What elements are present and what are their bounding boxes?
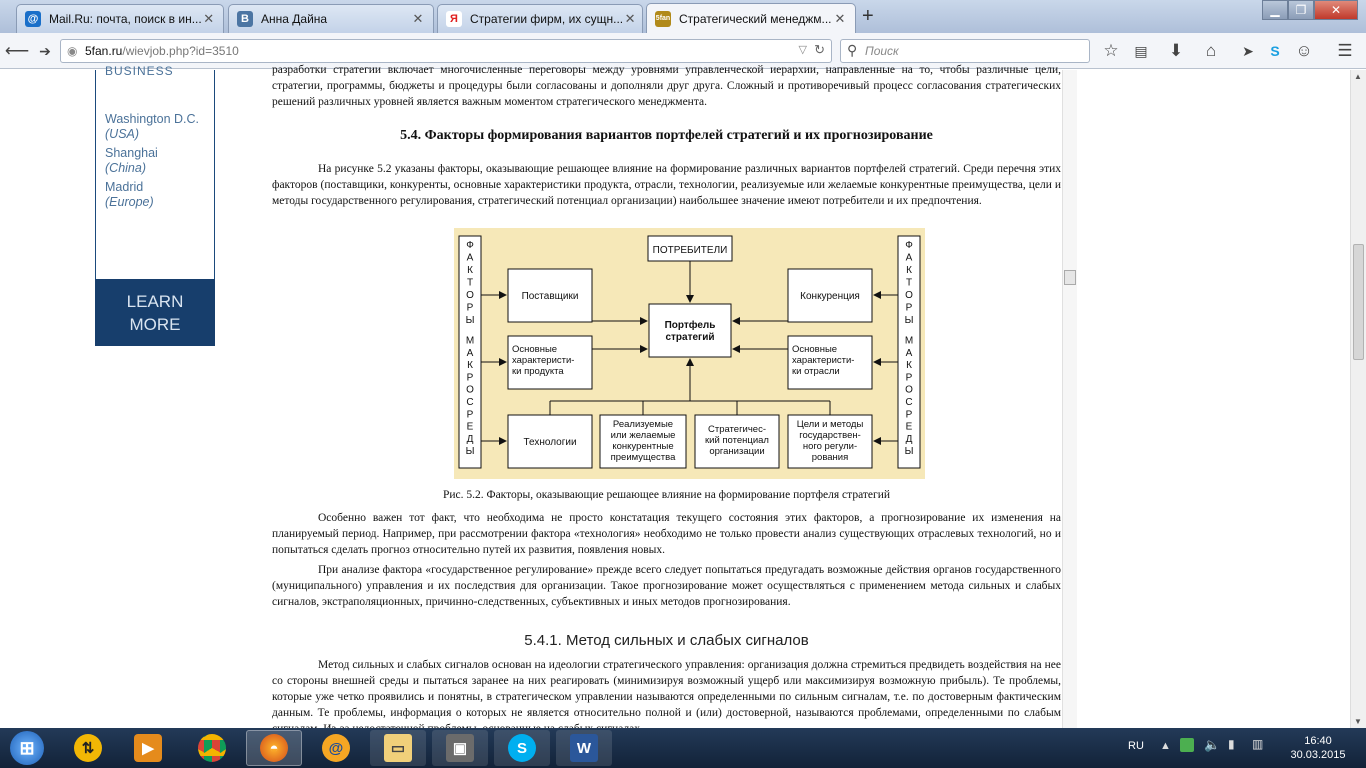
side-letter: Т	[905, 277, 913, 289]
start-button[interactable]	[2, 730, 52, 766]
section-heading: 5.4. Факторы формирования вариантов портфелей стратегий и их прогнозирование	[400, 128, 933, 143]
product-label-1: Основные	[512, 344, 558, 355]
taskbar-skype[interactable]	[494, 730, 550, 766]
page-scrollbar[interactable]	[1350, 70, 1366, 728]
download-icon[interactable]: ⬇	[1168, 41, 1184, 60]
close-icon[interactable]: ✕	[834, 10, 846, 26]
minimize-button[interactable]: ▁	[1262, 0, 1288, 20]
potential-label-2: кий потенциал	[705, 435, 769, 446]
tray-app-icon[interactable]	[1180, 738, 1194, 752]
side-letter: М	[465, 335, 475, 347]
battery-icon[interactable]: ▥	[1252, 737, 1264, 751]
regulation-label-4: рования	[811, 452, 849, 463]
tab-5fan-active[interactable]: 5fan Стратегический менеджм... ✕	[646, 3, 856, 33]
url-input[interactable]: ◉ 5fan.ru /wievjob.php?id=3510 ▽ ↻	[60, 39, 832, 63]
side-letter: К	[467, 265, 473, 276]
scroll-up-icon[interactable]: ▲	[1354, 72, 1362, 81]
skype-icon: S	[508, 734, 536, 762]
side-letter: А	[905, 347, 913, 359]
side-letter: О	[466, 290, 474, 301]
competition-label: Конкуренция	[800, 291, 860, 302]
learn-more-button[interactable]: LEARN MORE	[95, 279, 215, 346]
word-icon: W	[570, 734, 598, 762]
yandex-icon: Я	[446, 11, 462, 27]
clock[interactable]: 16:40 30.03.2015	[1290, 735, 1346, 761]
mailru-icon: @	[25, 11, 41, 27]
mail-agent-icon: @	[322, 734, 350, 762]
side-letter: О	[905, 384, 913, 396]
inner-scroll-thumb[interactable]	[1064, 270, 1076, 285]
side-letter: Р	[905, 409, 913, 421]
paragraph-3: При анализе фактора «государственное регулирование» прежде всего следует попытаться предугадать возможные действия органов государственного (муниципального) управления и их последствия для организации. Такое прогнозирование может осуществляться с применением метода сильных и слабых сигналов, экстраполяционных, причинно-следственных, субъективных и иных методов прогнозирования.	[272, 564, 1061, 608]
taskbar-mailru-agent[interactable]	[308, 730, 364, 766]
industry-label-3: ки отрасли	[792, 366, 840, 377]
ad-cities: Washington D.C. (USA) Shanghai (China) Madrid (Europe)	[105, 112, 200, 209]
side-letter: С	[466, 397, 474, 408]
taskbar-player[interactable]	[120, 730, 176, 766]
taskbar	[0, 728, 1366, 768]
page-scroll-thumb[interactable]	[1353, 244, 1364, 360]
side-letter: Ф	[905, 240, 913, 251]
advantages-label-4: преимущества	[610, 452, 676, 463]
taskbar-explorer[interactable]	[370, 730, 426, 766]
tab-vk[interactable]: В Анна Дайна ✕	[228, 4, 434, 33]
close-icon[interactable]: ✕	[203, 11, 215, 26]
scroll-down-icon[interactable]: ▼	[1354, 717, 1362, 726]
globe-icon: ◉	[67, 44, 78, 58]
skype-icon[interactable]: S	[1270, 43, 1280, 59]
side-letter: Д	[905, 433, 913, 445]
taskbar-word[interactable]	[556, 730, 612, 766]
menu-icon[interactable]: ☰	[1337, 41, 1353, 60]
regulation-label-2: государствен-	[799, 430, 861, 441]
chrome-icon	[198, 734, 226, 762]
bookmark-star-icon[interactable]: ☆	[1103, 41, 1119, 60]
potential-label-3: организации	[709, 446, 765, 457]
suppliers-label: Поставщики	[521, 291, 579, 302]
consumers-label: ПОТРЕБИТЕЛИ	[652, 245, 728, 256]
product-label-2: характеристи-	[512, 355, 575, 366]
side-letter: Д	[466, 433, 474, 445]
portfolio-label-1: Портфель	[664, 320, 716, 331]
side-letter: А	[466, 347, 474, 359]
reload-icon[interactable]: ↻	[814, 42, 825, 57]
side-letter: К	[906, 265, 912, 276]
close-icon[interactable]: ✕	[412, 11, 424, 26]
product-label-3: ки продукта	[512, 366, 564, 377]
taskbar-torrent[interactable]	[60, 730, 116, 766]
smiley-icon[interactable]: ☺	[1295, 41, 1313, 60]
side-letter: К	[906, 360, 912, 372]
side-letter: А	[905, 252, 913, 264]
side-letter: К	[467, 360, 473, 372]
language-indicator[interactable]: RU	[1128, 740, 1144, 752]
5fan-icon: 5fan	[655, 11, 671, 27]
new-tab-button[interactable]: +	[862, 5, 874, 27]
close-window-button[interactable]: ✕	[1314, 0, 1358, 20]
portfolio-label-2: стратегий	[665, 332, 715, 343]
factors-diagram	[454, 228, 925, 479]
dropdown-icon[interactable]: ▽	[798, 44, 807, 56]
regulation-label-3: ного регули-	[802, 441, 858, 452]
side-letter: А	[466, 252, 474, 264]
tab-bar	[0, 0, 1366, 33]
side-letter: Ф	[466, 240, 474, 251]
paragraph-1: На рисунке 5.2 указаны факторы, оказывающие решающее влияние на формирование различных вариантов портфелей стратегий. Среди перечня этих факторов (поставщики, конкуренты, основные характеристики продукта, отрасли, технологии, реализуемые или желаемые конкурентные преимущества, цели и методы государственного регулирования, стратегический потенциал организации) наибольшее значение имеют потребители и их предпочтения.	[272, 163, 1061, 207]
paragraph-0: разработки стратегии включает многочисленные переговоры между уровнями управленческой иерархии, направленные на то, чтобы различные цели, стратегии, программы, бюджеты и процедуры были согласованы и дополняли друг друга. Сложный и противоречивый процесс согласования стратегических решений различных уровней является важным моментом стратегического менеджмента.	[272, 64, 1061, 108]
regulation-label-1: Цели и методы	[796, 419, 864, 430]
side-letter: Р	[905, 302, 913, 314]
side-letter: Ы	[465, 446, 475, 458]
windows-logo-icon: ⊞	[10, 731, 44, 765]
inner-scrollbar[interactable]	[1062, 70, 1077, 728]
volume-icon[interactable]: 🔈	[1204, 737, 1221, 752]
subsection-heading: 5.4.1. Метод сильных и слабых сигналов	[524, 632, 809, 649]
tab-yandex[interactable]: Я Стратегии фирм, их сущн... ✕	[437, 4, 643, 33]
search-input[interactable]: ⚲ Поиск	[840, 39, 1090, 63]
media-player-icon: ▶	[134, 734, 162, 762]
folder-icon: ▭	[384, 734, 412, 762]
forward-icon[interactable]: ➔	[39, 42, 51, 59]
advantages-label-1: Реализуемые	[612, 419, 674, 430]
advantages-label-2: или желаемые	[610, 430, 676, 441]
maximize-button[interactable]: ❐	[1288, 0, 1314, 20]
side-letter: Р	[905, 372, 913, 384]
side-letter: Ы	[465, 315, 475, 326]
side-letter: Ы	[904, 446, 914, 458]
reading-list-icon[interactable]: ▤	[1134, 42, 1148, 59]
send-icon[interactable]: ➤	[1242, 42, 1254, 59]
taskbar-app[interactable]	[432, 730, 488, 766]
advantages-label-3: конкурентные	[612, 441, 674, 452]
industry-label-2: характеристи-	[792, 355, 855, 366]
paragraph-4: Метод сильных и слабых сигналов основан на идеологии стратегического управления: организация должна стремиться предвидеть воздействия на нее со стороны внешней среды и пытаться заранее на них реагировать (минимизируя возможный ущерб или максимизируя возможную прибыль). Те проблемы, которые уже четко проявились и понятны, в стратегическом управлении называются определенными по сильным сигналам, т.е. по достоверным фактическим данным. Те проблемы, информация о которых не является относительно полной и (или) достоверной, называются проблемами, определенными по слабым	[272, 659, 1061, 719]
side-letter: О	[466, 384, 474, 396]
side-letter: Р	[466, 372, 474, 384]
figure-5-2	[454, 228, 925, 479]
side-letter: Ы	[904, 315, 914, 326]
firefox-icon: ◓	[260, 734, 288, 762]
industry-label-1: Основные	[792, 344, 838, 355]
home-icon[interactable]: ⌂	[1205, 41, 1217, 60]
figure-caption: Рис. 5.2. Факторы, оказывающие решающее влияние на формирование портфеля стратегий	[442, 489, 891, 501]
taskbar-firefox[interactable]	[246, 730, 302, 766]
paragraph-2: Особенно важен тот факт, что необходима не просто констатация текущего состояния этих факторов, а прогнозирование их изменения на планируемый период. Например, при рассмотрении фактора «технология» необходимо не только провести анализ существующих отраслевых технологий, но и попытаться сделать прогноз относительно путей их развития, появления новых.	[272, 512, 1061, 556]
tray-arrow-icon[interactable]: ▲	[1160, 740, 1171, 752]
media-center-icon: ▣	[446, 734, 474, 762]
search-icon: ⚲	[847, 42, 858, 58]
page-content	[0, 64, 1350, 728]
side-letter: Р	[466, 302, 474, 314]
taskbar-chrome[interactable]	[184, 730, 240, 766]
side-letter: Р	[466, 409, 474, 421]
side-letter: Е	[466, 421, 474, 433]
potential-label-1: Стратегичес-	[707, 424, 767, 435]
vk-icon: В	[237, 11, 253, 27]
torrent-icon: ⇅	[74, 734, 102, 762]
network-icon[interactable]: ▮	[1228, 737, 1235, 751]
ad-title-fragment: BUSINESS	[105, 64, 174, 78]
close-icon[interactable]: ✕	[624, 11, 636, 26]
tab-mailru[interactable]: @ Mail.Ru: почта, поиск в ин... ✕	[16, 4, 224, 33]
back-button[interactable]: ⟵	[4, 41, 30, 60]
side-letter: Е	[905, 421, 913, 433]
side-letter: М	[904, 335, 914, 347]
side-letter: Т	[466, 277, 474, 289]
tech-label: Технологии	[523, 437, 577, 448]
side-letter: О	[905, 290, 913, 301]
side-letter: С	[905, 397, 913, 408]
